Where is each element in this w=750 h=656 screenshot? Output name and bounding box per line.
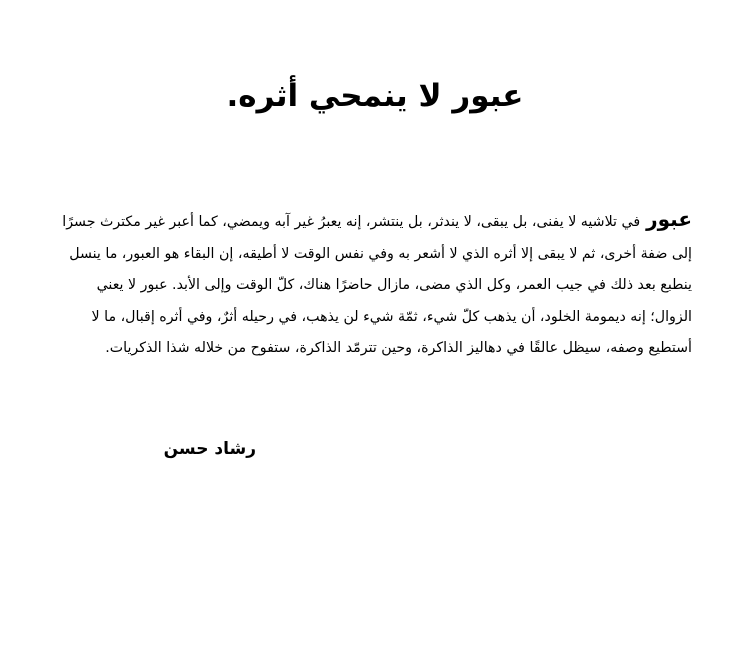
lead-word: عبور	[646, 207, 692, 231]
author-signature: رشاد حسن	[163, 439, 256, 459]
document-title: عبور لا ينمحي أثره.	[226, 78, 524, 114]
body-text: في تلاشيه لا يفنى، بل يبقى، لا يندثر، بل ينتشر، إنه يعبرُ غير آبه ويمضي، كما أعبر غير مكترث جسرًا إلى ضفة أخرى، ثم لا يبقى إلا أثره الذي لا أشعر به وفي نفس الوقت لا أطيقه، إن البقاء هو العبور، ما ينسل ينطبع بعد ذلك في جيب العمر، وكل الذي مضى، مازال حاضرًا هناك، كلّ الوقت وإلى الأبد. عبور لا يعني الزوال؛ إنه ديمومة الخلود، أن يذهب كلّ شيء، ثمّة شيء لن يذهب، في رحيله أثرٌ، وفي أثره إقبال، ما لا أستطيع وصفه، سيظل عالقًا في دهاليز الذاكرة، وحين تترمّد الذاكرة، ستفوح من خلاله شذا الذكريات.	[62, 214, 692, 356]
body-paragraph	[62, 204, 692, 365]
